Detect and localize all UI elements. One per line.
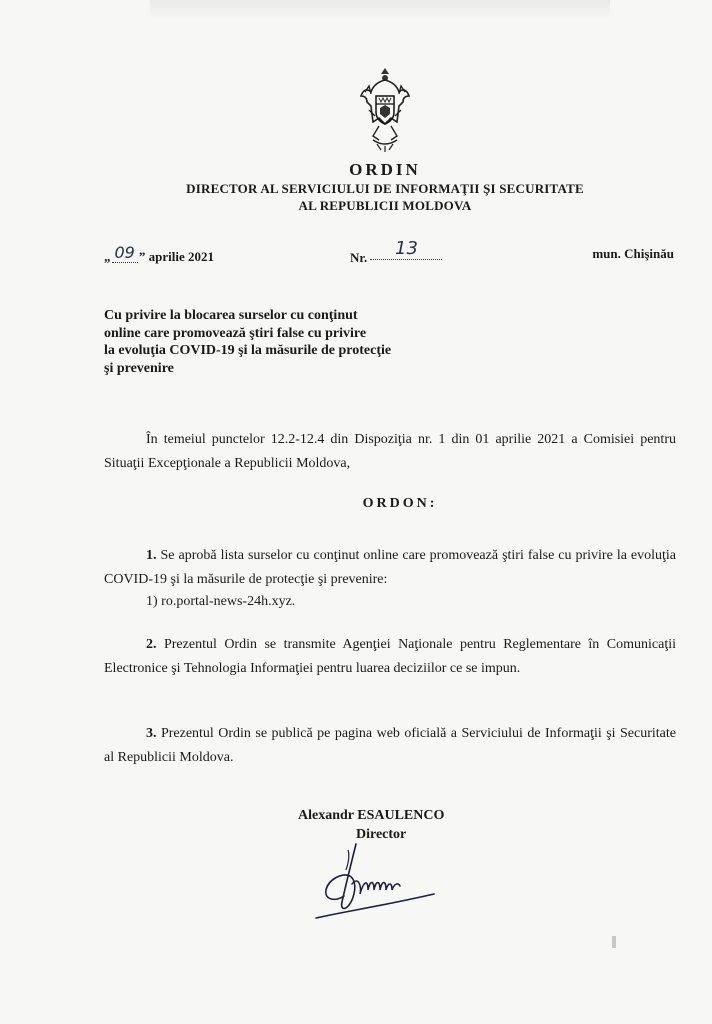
subject-line: Cu privire la blocarea surselor cu conţinut	[104, 308, 358, 323]
point-2	[104, 633, 676, 680]
document-title: ORDIN	[349, 160, 421, 179]
subject-line: şi prevenire	[104, 360, 174, 376]
date-open-quote: „	[104, 249, 111, 264]
date-month-year: ” aprilie 2021	[138, 249, 214, 264]
moldova-coat-of-arms-icon	[359, 66, 411, 154]
point-1	[104, 544, 676, 591]
document-number	[350, 238, 442, 268]
signatory-name: Alexandr ESAULENCO	[298, 808, 445, 823]
legal-basis-paragraph: În temeiul punctelor 12.2-12.4 din Dispoziţia nr. 1 din 01 aprilie 2021 a Comisiei pentru Situaţii Excepţionale a Republicii Moldova,	[104, 432, 676, 471]
number-label: Nr.	[350, 250, 368, 265]
handwritten-signature-icon	[312, 840, 442, 925]
ordon-heading: ORDON:	[362, 496, 438, 511]
signatory-role: Director	[356, 827, 407, 842]
point-number: 3.	[146, 726, 157, 741]
subject-block	[104, 307, 484, 377]
point-text: Se aprobă lista surselor cu conţinut online care promovează ştiri false cu privire la evoluţia COVID-19 şi la măsurile de protecţie şi prevenire:	[104, 548, 677, 587]
scan-artifact	[150, 0, 610, 20]
scan-artifact	[612, 936, 616, 948]
number-handwritten: 13	[370, 238, 442, 260]
point-1-list-item: 1) ro.portal-news-24h.xyz.	[146, 594, 296, 609]
point-3	[104, 722, 676, 769]
point-number: 2.	[146, 637, 157, 652]
point-text: Prezentul Ordin se publică pe pagina web oficială a Serviciului de Informaţii şi Securitate al Republicii Moldova.	[104, 726, 676, 765]
point-text: Prezentul Ordin se transmite Agenţiei Naţionale pentru Reglementare în Comunicaţii Electronice şi Tehnologia Informaţiei pentru luarea deciziilor ce se impun.	[104, 637, 676, 676]
issuer-line-2: AL REPUBLICII MOLDOVA	[298, 198, 472, 213]
subject-line: la evoluţia COVID-19 şi la măsurile de protecţie	[104, 343, 392, 358]
point-number: 1.	[146, 548, 157, 563]
date-day-handwritten: 09	[112, 243, 138, 263]
issuer-line-1: DIRECTOR AL SERVICIULUI DE INFORMAŢII ŞI SECURITATE	[186, 181, 584, 196]
document-date	[104, 243, 214, 266]
document-city: mun. Chişinău	[592, 246, 674, 261]
subject-line: online care promovează ştiri false cu privire	[104, 325, 367, 341]
